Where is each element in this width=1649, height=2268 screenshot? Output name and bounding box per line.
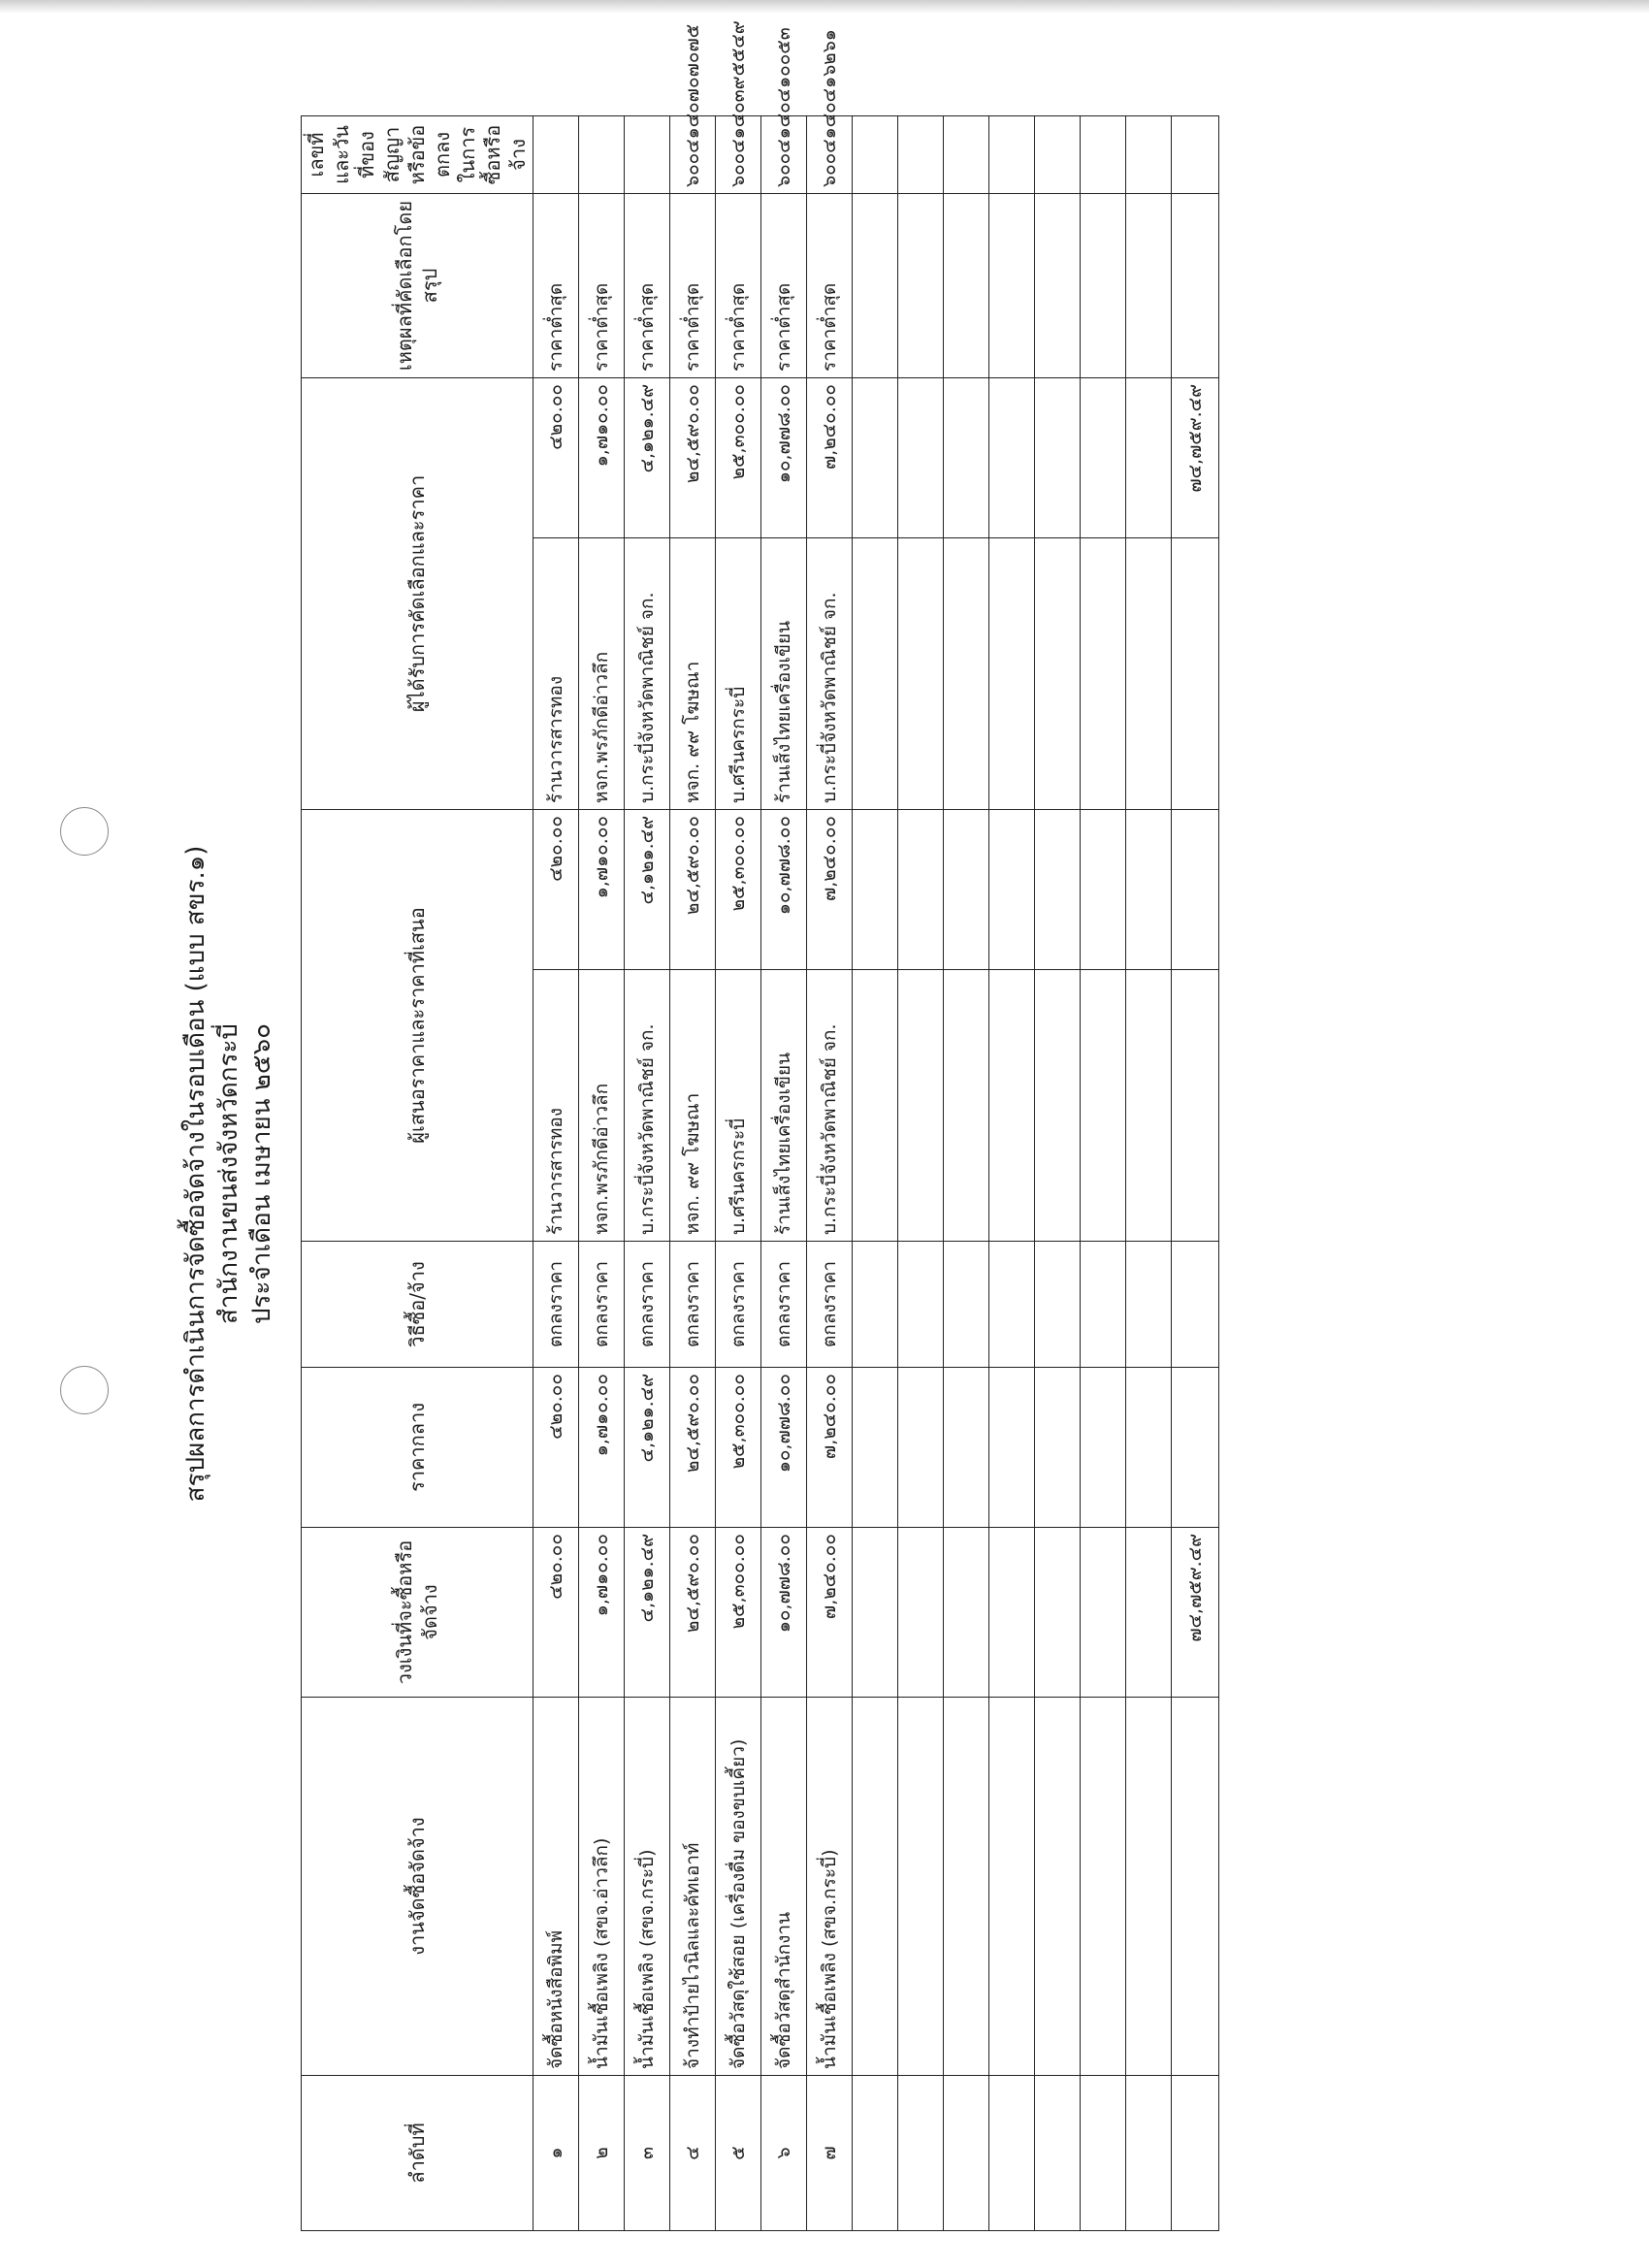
- row-item: น้ำมันเชื้อเพลิง (สขจ.อ่าวลึก): [579, 1698, 625, 2076]
- col-contract: เลขที่และวันที่ของสัญญาหรือข้อตกลงในการซื้อหรือจ้าง: [302, 115, 534, 193]
- row-median: ๑๐,๗๗๘.๐๐: [761, 1368, 807, 1528]
- row-winner: บ.ศรีนครกระบี่: [716, 537, 761, 809]
- row-bid-price: ๑,๗๑๐.๐๐: [579, 809, 625, 969]
- row-contract: ๖๐๐๔๑๔๐๔๑๖๒๖๑: [807, 115, 853, 193]
- row-reason: ราคาต่ำสุด: [534, 193, 579, 377]
- col-item: งานจัดซื้อจัดจ้าง: [302, 1698, 534, 2076]
- row-bidder: ร้านวารสารทอง: [534, 970, 579, 1242]
- row-bidder: บ.กระบี่จังหวัดพาณิชย์ จก.: [807, 970, 853, 1242]
- col-winner: ผู้ได้รับการคัดเลือกและราคา: [302, 377, 534, 809]
- row-budget: ๑๐,๗๗๘.๐๐: [761, 1528, 807, 1698]
- col-reason: เหตุผลที่คัดเลือกโดยสรุป: [302, 193, 534, 377]
- row-item: จัดซื้อวัสดุใช้สอย (เครื่องดื่ม ของขบเคี้ยว): [716, 1698, 761, 2076]
- row-reason: ราคาต่ำสุด: [670, 193, 716, 377]
- row-reason: ราคาต่ำสุด: [625, 193, 670, 377]
- row-win-price: ๒๔,๕๙๐.๐๐: [670, 377, 716, 537]
- row-median: ๗,๒๔๐.๐๐: [807, 1368, 853, 1528]
- row-win-price: ๑,๗๑๐.๐๐: [579, 377, 625, 537]
- row-contract: ๖๐๐๔๑๔๐๔๑๐๐๕๓: [761, 115, 807, 193]
- row-no: ๖: [761, 2076, 807, 2231]
- row-contract: ๖๐๐๔๑๔๐๗๐๗๐๗๕: [670, 115, 716, 193]
- row-bid-price: ๔๒๐.๐๐: [534, 809, 579, 969]
- row-item: จัดซื้อวัสดุสำนักงาน: [761, 1698, 807, 2076]
- row-budget: ๒๕,๓๐๐.๐๐: [716, 1528, 761, 1698]
- table-row: [625, 115, 670, 2230]
- row-bid-price: ๔,๑๒๑.๔๙: [625, 809, 670, 969]
- table-row: [716, 115, 761, 2230]
- row-budget: ๔,๑๒๑.๔๙: [625, 1528, 670, 1698]
- row-no: ๓: [625, 2076, 670, 2231]
- row-win-price: ๔๒๐.๐๐: [534, 377, 579, 537]
- col-median: ราคากลาง: [302, 1368, 534, 1528]
- row-win-price: ๒๕,๓๐๐.๐๐: [716, 377, 761, 537]
- table-row: [807, 115, 853, 2230]
- blank-row: [1126, 115, 1172, 2230]
- row-bidder: บ.กระบี่จังหวัดพาณิชย์ จก.: [625, 970, 670, 1242]
- row-contract: ๖๐๐๔๑๔๐๓๙๕๕๔๙: [716, 115, 761, 193]
- row-bidder: หจก.พรภักดีอ่าวลึก: [579, 970, 625, 1242]
- row-winner: ร้านเส็งไทยเครื่องเขียน: [761, 537, 807, 809]
- row-median: ๔,๑๒๑.๔๙: [625, 1368, 670, 1528]
- col-method: วิธีซื้อ/จ้าง: [302, 1242, 534, 1368]
- table-row: [534, 115, 579, 2230]
- col-no: ลำดับที่: [302, 2076, 534, 2231]
- row-reason: ราคาต่ำสุด: [716, 193, 761, 377]
- row-budget: ๔๒๐.๐๐: [534, 1528, 579, 1698]
- row-bid-price: ๑๐,๗๗๘.๐๐: [761, 809, 807, 969]
- row-reason: ราคาต่ำสุด: [579, 193, 625, 377]
- table-row: [761, 115, 807, 2230]
- document-header: [179, 116, 296, 2231]
- row-method: ตกลงราคา: [761, 1242, 807, 1368]
- row-winner: หจก. ๙๙ โฆษณา: [670, 537, 716, 809]
- procurement-table: [301, 20, 1219, 2231]
- row-method: ตกลงราคา: [807, 1242, 853, 1368]
- table-row: [670, 115, 716, 2230]
- row-median: ๑,๗๑๐.๐๐: [579, 1368, 625, 1528]
- row-bidder: หจก. ๙๙ โฆษณา: [670, 970, 716, 1242]
- row-winner: บ.กระบี่จังหวัดพาณิชย์ จก.: [625, 537, 670, 809]
- rotated-document: [179, 20, 1460, 2231]
- report-month: ประจำเดือน เมษายน ๒๕๖๐: [247, 1023, 276, 1324]
- total-budget: ๗๔,๗๕๙.๔๙: [1172, 1528, 1219, 1698]
- row-item: น้ำมันเชื้อเพลิง (สขจ.กระบี่): [625, 1698, 670, 2076]
- row-bid-price: ๒๔,๕๙๐.๐๐: [670, 809, 716, 969]
- row-bid-price: ๒๕,๓๐๐.๐๐: [716, 809, 761, 969]
- row-method: ตกลงราคา: [579, 1242, 625, 1368]
- blank-row: [944, 115, 989, 2230]
- row-win-price: ๑๐,๗๗๘.๐๐: [761, 377, 807, 537]
- row-win-price: ๗,๒๔๐.๐๐: [807, 377, 853, 537]
- row-no: ๒: [579, 2076, 625, 2231]
- col-bidders: ผู้เสนอราคาและราคาที่เสนอ: [302, 809, 534, 1241]
- row-win-price: ๔,๑๒๑.๔๙: [625, 377, 670, 537]
- blank-row: [1081, 115, 1126, 2230]
- row-budget: ๗,๒๔๐.๐๐: [807, 1528, 853, 1698]
- office-name: สำนักงานขนส่งจังหวัดกระบี่: [214, 1023, 243, 1324]
- row-winner: ร้านวารสารทอง: [534, 537, 579, 809]
- row-budget: ๑,๗๑๐.๐๐: [579, 1528, 625, 1698]
- row-no: ๕: [716, 2076, 761, 2231]
- col-budget: วงเงินที่จะซื้อหรือจัดจ้าง: [302, 1528, 534, 1698]
- row-no: ๑: [534, 2076, 579, 2231]
- blank-row: [1035, 115, 1081, 2230]
- row-bid-price: ๗,๒๔๐.๐๐: [807, 809, 853, 969]
- row-method: ตกลงราคา: [534, 1242, 579, 1368]
- row-no: ๗: [807, 2076, 853, 2231]
- row-bidder: บ.ศรีนครกระบี่: [716, 970, 761, 1242]
- row-median: ๒๔,๕๙๐.๐๐: [670, 1368, 716, 1528]
- blank-row: [989, 115, 1035, 2230]
- document-title: สรุปผลการดำเนินการจัดซื้อจัดจ้างในรอบเดือน (แบบ สขร.๑): [181, 845, 210, 1503]
- row-bidder: ร้านเส็งไทยเครื่องเขียน: [761, 970, 807, 1242]
- row-reason: ราคาต่ำสุด: [761, 193, 807, 377]
- row-winner: หจก.พรภักดีอ่าวลึก: [579, 537, 625, 809]
- row-item: จ้างทำป้ายไวนิลและคัทเอาท์: [670, 1698, 716, 2076]
- row-method: ตกลงราคา: [670, 1242, 716, 1368]
- punch-hole-top: [60, 807, 109, 856]
- row-winner: บ.กระบี่จังหวัดพาณิชย์ จก.: [807, 537, 853, 809]
- table-body: [534, 20, 1219, 2230]
- blank-row: [898, 115, 944, 2230]
- punch-hole-bottom: [60, 1366, 109, 1414]
- row-method: ตกลงราคา: [625, 1242, 670, 1368]
- row-contract: [579, 115, 625, 193]
- table-row: [579, 115, 625, 2230]
- row-item: จัดซื้อหนังสือพิมพ์: [534, 1698, 579, 2076]
- row-no: ๔: [670, 2076, 716, 2231]
- blank-row: [853, 115, 898, 2230]
- row-contract: [625, 115, 670, 193]
- row-median: ๔๒๐.๐๐: [534, 1368, 579, 1528]
- row-contract: [534, 115, 579, 193]
- total-row: [1172, 115, 1219, 2230]
- row-item: น้ำมันเชื้อเพลิง (สขจ.กระบี่): [807, 1698, 853, 2076]
- scan-edge: [0, 0, 1649, 14]
- total-win-price: ๗๔,๗๕๙.๔๙: [1172, 377, 1219, 537]
- row-budget: ๒๔,๕๙๐.๐๐: [670, 1528, 716, 1698]
- row-reason: ราคาต่ำสุด: [807, 193, 853, 377]
- row-median: ๒๕,๓๐๐.๐๐: [716, 1368, 761, 1528]
- row-method: ตกลงราคา: [716, 1242, 761, 1368]
